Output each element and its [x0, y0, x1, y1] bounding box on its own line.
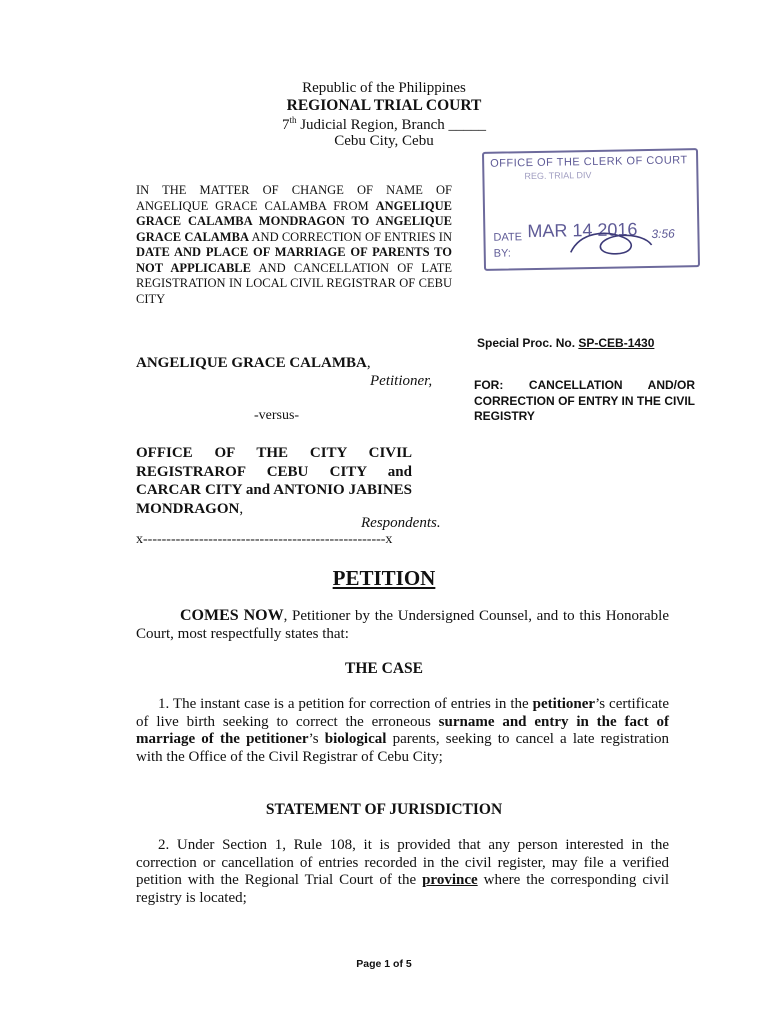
intro-rest: , Petitioner by the Undersigned Counsel, and to this Honorable Court, most respectfully states that:: [136, 608, 669, 642]
caption-bold-entries: DATE AND PLACE OF MARRIAGE OF PARENTS TO NOT APPLICABLE: [136, 245, 452, 275]
receiving-stamp: [482, 148, 700, 271]
respondents-names-text: OFFICE OF THE CITY CIVIL REGISTRAROF CEBU CITY and CARCAR CITY and ANTONIO JABINES MONDRAGON: [136, 445, 412, 517]
caption-bold-names: ANGELIQUE GRACE CALAMBA MONDRAGON TO ANGELIQUE GRACE CALAMBA: [136, 198, 452, 244]
versus-label: -versus-: [254, 408, 300, 423]
section-jurisdiction-heading: STATEMENT OF JURISDICTION: [265, 801, 503, 818]
signature-scribble-icon: [565, 225, 656, 261]
caption-text-2: AND CORRECTION OF ENTRIES IN: [248, 229, 452, 244]
p1-bold-biological: biological: [324, 731, 387, 747]
stamp-office-line: OFFICE OF THE CLERK OF COURT: [490, 154, 688, 170]
p1-bold-petitioner: petitioner: [532, 696, 596, 712]
p1-text-b: ’s certificate of live birth seeking to correct the erroneous: [136, 696, 669, 730]
respondents-comma: ,: [239, 500, 244, 517]
respondents-label: Respondents.: [361, 515, 441, 531]
city-line: Cebu City, Cebu: [334, 133, 434, 149]
petitioner-label: Petitioner,: [370, 373, 433, 389]
intro-bold: COMES NOW: [180, 607, 284, 624]
caption-text-3: AND CANCELLATION OF LATE REGISTRATION IN LOCAL CIVIL REGISTRAR OF CEBU CITY: [136, 260, 452, 306]
petitioner-name: [136, 355, 371, 372]
caption-separator: x----------------------------------------------------x: [136, 532, 393, 547]
republic-line: Republic of the Philippines: [302, 80, 466, 96]
region-ordinal: 7: [281, 117, 290, 133]
region-line: [0, 115, 768, 134]
p2-bold-province: province: [422, 872, 478, 888]
respondents-names: [136, 444, 412, 518]
paragraph-2: [136, 837, 669, 907]
petition-purpose: FOR: CANCELLATION AND/OR CORRECTION OF ENTRY IN THE CIVIL REGISTRY: [474, 378, 695, 423]
p1-bold-surname: surname and entry in the fact of marriage of the petitioner: [136, 713, 670, 747]
p2-text-b: where the corresponding civil registry is located;: [136, 872, 669, 906]
stamp-date-value: MAR 14 2016: [527, 219, 638, 242]
court-name: REGIONAL TRIAL COURT: [286, 97, 482, 114]
case-caption: [136, 183, 452, 307]
paragraph-1: [136, 696, 669, 766]
region-rest: Judicial Region, Branch _____: [300, 117, 487, 133]
document-title: PETITION: [332, 566, 436, 590]
p1-text-a: 1. The instant case is a petition for correction of entries in the: [158, 696, 533, 712]
petitioner-name-text: ANGELIQUE GRACE CALAMBA: [136, 355, 367, 371]
stamp-time-value: 3:56: [651, 226, 675, 241]
stamp-date-label: DATE: [493, 231, 523, 244]
p2-text-a: 2. Under Section 1, Rule 108, it is provided that any person interested in the correction or cancellation of entries recorded in the civil register, may file a verified petition with the Regional Trial Court of the: [136, 837, 669, 888]
stamp-by-label: BY:: [493, 247, 511, 260]
caption-text-1: IN THE MATTER OF CHANGE OF NAME OF ANGELIQUE GRACE CALAMBA FROM: [136, 183, 452, 213]
stamp-division-line: REG. TRIAL DIV: [524, 169, 592, 182]
page-number: Page 1 of 5: [356, 958, 412, 970]
intro-paragraph: [136, 607, 669, 643]
section-the-case-heading: THE CASE: [345, 660, 423, 677]
region-superscript: th: [289, 115, 297, 125]
special-proc-label: Special Proc. No.: [477, 336, 579, 350]
special-proc-value: SP-CEB-1430: [578, 336, 655, 350]
p1-text-d: parents, seeking to cancel a late registration with the Office of the Civil Registrar of Cebu City;: [136, 731, 669, 765]
p1-text-c: ’s: [308, 731, 325, 747]
petitioner-comma: ,: [366, 355, 371, 371]
special-proc-number: [477, 336, 654, 350]
